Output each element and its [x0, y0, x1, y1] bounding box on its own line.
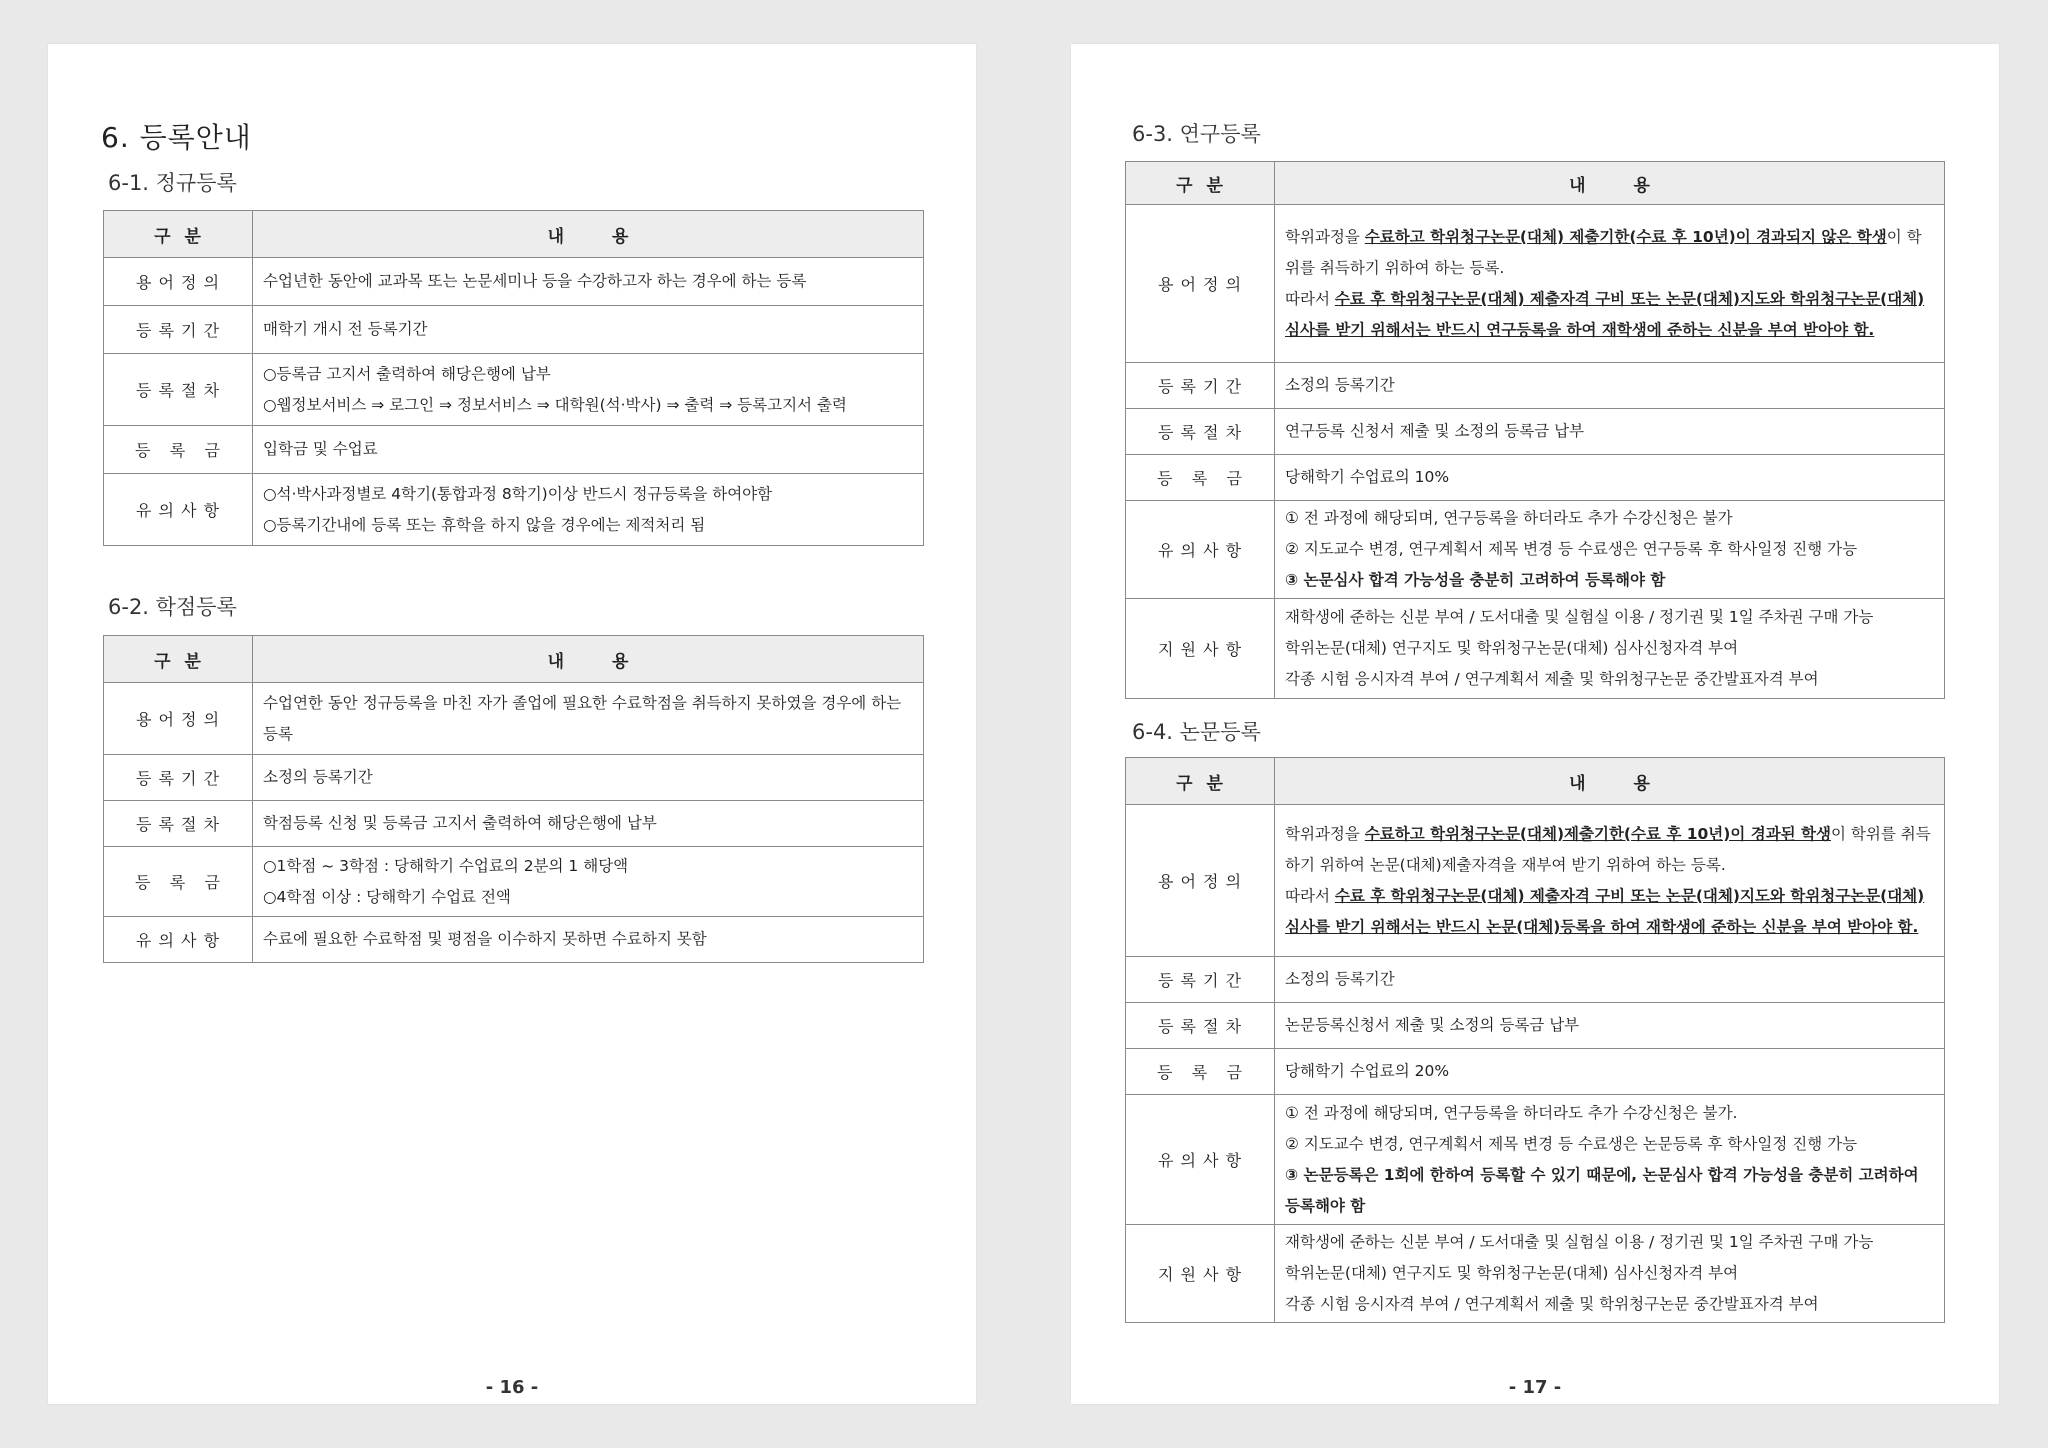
table-row — [1126, 805, 1945, 957]
row-key: 등 록 금 — [1126, 1049, 1275, 1095]
row-key: 용 어 정 의 — [104, 258, 253, 306]
value-line: ○웹정보서비스 ⇒ 로그인 ⇒ 정보서비스 ⇒ 대학원(석·박사) ⇒ 출력 ⇒ 등록고지서 출력 — [263, 395, 847, 414]
value-line: ○4학점 이상 : 당해학기 수업료 전액 — [263, 887, 511, 906]
row-value — [1275, 805, 1945, 957]
row-value — [253, 474, 924, 546]
value-line: ○등록기간내에 등록 또는 휴학을 하지 않을 경우에는 제적처리 됨 — [263, 515, 706, 534]
table-row — [1126, 1003, 1945, 1049]
table-row — [104, 426, 924, 474]
def-text: 이 학위를 취득하기 위하여 하는 등록. — [1285, 227, 1922, 277]
page-17 — [1071, 44, 1999, 1404]
def-emphasis: 수료하고 학위청구논문(대체) 제출기한(수료 후 10년)이 경과되지 않은 학생 — [1364, 227, 1887, 246]
row-key: 등 록 절 차 — [1126, 1003, 1275, 1049]
value-line: ○석·박사과정별로 4학기(통합과정 8학기)이상 반드시 정규등록을 하여야함 — [263, 484, 773, 503]
row-value — [1275, 205, 1945, 363]
page-number: - 17 - — [1508, 1377, 1562, 1398]
row-key: 유 의 사 항 — [104, 917, 253, 963]
header-category: 구 분 — [104, 636, 253, 683]
note-line: ① 전 과정에 해당되며, 연구등록을 하더라도 추가 수강신청은 불가 — [1285, 509, 1733, 527]
header-category: 구 분 — [1126, 758, 1275, 805]
table-credit-registration — [103, 635, 924, 963]
row-key: 지 원 사 항 — [1126, 1225, 1275, 1323]
header-content: 내 용 — [253, 636, 924, 683]
row-value — [253, 354, 924, 426]
note-line: ② 지도교수 변경, 연구계획서 제목 변경 등 수료생은 논문등록 후 학사일정 진행 가능 — [1285, 1134, 1858, 1153]
table-row — [1126, 205, 1945, 363]
table-row — [1126, 363, 1945, 409]
table-row — [1126, 409, 1945, 455]
row-key: 용 어 정 의 — [1126, 805, 1275, 957]
row-key: 유 의 사 항 — [1126, 501, 1275, 599]
note-line: ① 전 과정에 해당되며, 연구등록을 하더라도 추가 수강신청은 불가. — [1285, 1103, 1738, 1122]
def-emphasis: 수료하고 학위청구논문(대체)제출기한(수료 후 10년)이 경과된 학생 — [1364, 824, 1831, 843]
support-line: 재학생에 준하는 신분 부여 / 도서대출 및 실험실 이용 / 정기권 및 1일 주차권 구매 가능 — [1285, 1233, 1874, 1251]
row-value: 수업연한 동안 정규등록을 마친 자가 졸업에 필요한 수료학점을 취득하지 못하였을 경우에 하는 등록 — [253, 683, 924, 755]
def-text: 학위과정을 — [1285, 227, 1365, 246]
row-value: 수업년한 동안에 교과목 또는 논문세미나 등을 수강하고자 하는 경우에 하는 등록 — [253, 258, 924, 306]
row-value — [1275, 599, 1945, 699]
table-research-registration — [1125, 161, 1945, 699]
table-row — [1126, 455, 1945, 501]
table-row — [104, 801, 924, 847]
section-title: 6. 등록안내 — [101, 121, 252, 154]
row-key: 등 록 기 간 — [1126, 363, 1275, 409]
row-key: 등 록 금 — [1126, 455, 1275, 501]
table-row — [104, 258, 924, 306]
note-line: ③ 논문등록은 1회에 한하여 등록할 수 있기 때문에, 논문심사 합격 가능성을 충분히 고려하여 등록해야 함 — [1285, 1165, 1919, 1215]
row-key: 유 의 사 항 — [104, 474, 253, 546]
header-category: 구 분 — [1126, 162, 1275, 205]
support-line: 각종 시험 응시자격 부여 / 연구계획서 제출 및 학위청구논문 중간발표자격 부여 — [1285, 670, 1819, 688]
support-line: 학위논문(대체) 연구지도 및 학위청구논문(대체) 심사신청자격 부여 — [1285, 1264, 1739, 1282]
header-category: 구 분 — [104, 211, 253, 258]
row-key: 등 록 기 간 — [1126, 957, 1275, 1003]
table-row — [104, 474, 924, 546]
table-row — [104, 354, 924, 426]
def-line — [1285, 881, 1934, 943]
value-line: ○등록금 고지서 출력하여 해당은행에 납부 — [263, 364, 551, 383]
row-value: 당해학기 수업료의 20% — [1275, 1049, 1945, 1095]
row-value: 매학기 개시 전 등록기간 — [253, 306, 924, 354]
row-value: 수료에 필요한 수료학점 및 평점을 이수하지 못하면 수료하지 못함 — [253, 917, 924, 963]
header-content: 내 용 — [1275, 162, 1945, 205]
table-header-row — [1126, 758, 1945, 805]
table-row — [1126, 1225, 1945, 1323]
table-row — [1126, 599, 1945, 699]
row-key: 등 록 금 — [104, 847, 253, 917]
def-text: 따라서 — [1285, 289, 1335, 308]
row-value: 당해학기 수업료의 10% — [1275, 455, 1945, 501]
row-key: 등 록 절 차 — [1126, 409, 1275, 455]
row-value: 소정의 등록기간 — [1275, 363, 1945, 409]
support-line: 각종 시험 응시자격 부여 / 연구계획서 제출 및 학위청구논문 중간발표자격 부여 — [1285, 1295, 1819, 1313]
table-row — [1126, 501, 1945, 599]
row-value: 소정의 등록기간 — [1275, 957, 1945, 1003]
heading-6-3: 6-3. 연구등록 — [1132, 122, 1261, 146]
row-value — [1275, 1095, 1945, 1225]
value-line: ○1학점 ~ 3학점 : 당해학기 수업료의 2분의 1 해당액 — [263, 856, 629, 875]
table-row — [1126, 1095, 1945, 1225]
note-line: ② 지도교수 변경, 연구계획서 제목 변경 등 수료생은 연구등록 후 학사일정 진행 가능 — [1285, 540, 1858, 558]
table-thesis-registration — [1125, 757, 1945, 1323]
row-value: 학점등록 신청 및 등록금 고지서 출력하여 해당은행에 납부 — [253, 801, 924, 847]
table-header-row — [104, 211, 924, 258]
table-row — [104, 683, 924, 755]
row-value — [1275, 1225, 1945, 1323]
page-number: - 16 - — [485, 1377, 539, 1398]
def-text: 이 학위를 취득하기 위하여 논문(대체)제출자격을 재부여 받기 위하여 하는 등록. — [1285, 824, 1931, 874]
row-key: 용 어 정 의 — [1126, 205, 1275, 363]
def-text: 따라서 — [1285, 886, 1335, 905]
row-key: 등 록 금 — [104, 426, 253, 474]
row-key: 유 의 사 항 — [1126, 1095, 1275, 1225]
row-value — [253, 847, 924, 917]
def-line — [1285, 284, 1934, 346]
def-text: 학위과정을 — [1285, 824, 1365, 843]
row-value — [1275, 501, 1945, 599]
support-line: 학위논문(대체) 연구지도 및 학위청구논문(대체) 심사신청자격 부여 — [1285, 639, 1739, 657]
support-line: 재학생에 준하는 신분 부여 / 도서대출 및 실험실 이용 / 정기권 및 1일 주차권 구매 가능 — [1285, 608, 1874, 626]
table-header-row — [1126, 162, 1945, 205]
table-row — [1126, 957, 1945, 1003]
page-16 — [48, 44, 976, 1404]
def-emphasis: 수료 후 학위청구논문(대체) 제출자격 구비 또는 논문(대체)지도와 학위청구논문(대체) 심사를 받기 위해서는 반드시 논문(대체)등록을 하여 재학생에 준하는 신분을 부여 받아야 함. — [1285, 886, 1925, 936]
table-row — [104, 755, 924, 801]
header-content: 내 용 — [1275, 758, 1945, 805]
row-value: 논문등록신청서 제출 및 소정의 등록금 납부 — [1275, 1003, 1945, 1049]
note-line: ③ 논문심사 합격 가능성을 충분히 고려하여 등록해야 함 — [1285, 571, 1666, 589]
row-key: 등 록 기 간 — [104, 755, 253, 801]
table-row — [104, 917, 924, 963]
def-emphasis: 수료 후 학위청구논문(대체) 제출자격 구비 또는 논문(대체)지도와 학위청구논문(대체) 심사를 받기 위해서는 반드시 연구등록을 하여 재학생에 준하는 신분을 부여 받아야 함. — [1285, 289, 1925, 339]
table-regular-registration — [103, 210, 924, 546]
row-key: 지 원 사 항 — [1126, 599, 1275, 699]
row-key: 등 록 기 간 — [104, 306, 253, 354]
heading-6-4: 6-4. 논문등록 — [1132, 720, 1261, 744]
row-key: 등 록 절 차 — [104, 801, 253, 847]
heading-6-2: 6-2. 학점등록 — [108, 595, 237, 619]
row-value: 연구등록 신청서 제출 및 소정의 등록금 납부 — [1275, 409, 1945, 455]
row-key: 등 록 절 차 — [104, 354, 253, 426]
table-row — [104, 306, 924, 354]
table-row — [104, 847, 924, 917]
row-value: 입학금 및 수업료 — [253, 426, 924, 474]
table-header-row — [104, 636, 924, 683]
row-value: 소정의 등록기간 — [253, 755, 924, 801]
header-content: 내 용 — [253, 211, 924, 258]
table-row — [1126, 1049, 1945, 1095]
heading-6-1: 6-1. 정규등록 — [108, 171, 237, 195]
row-key: 용 어 정 의 — [104, 683, 253, 755]
